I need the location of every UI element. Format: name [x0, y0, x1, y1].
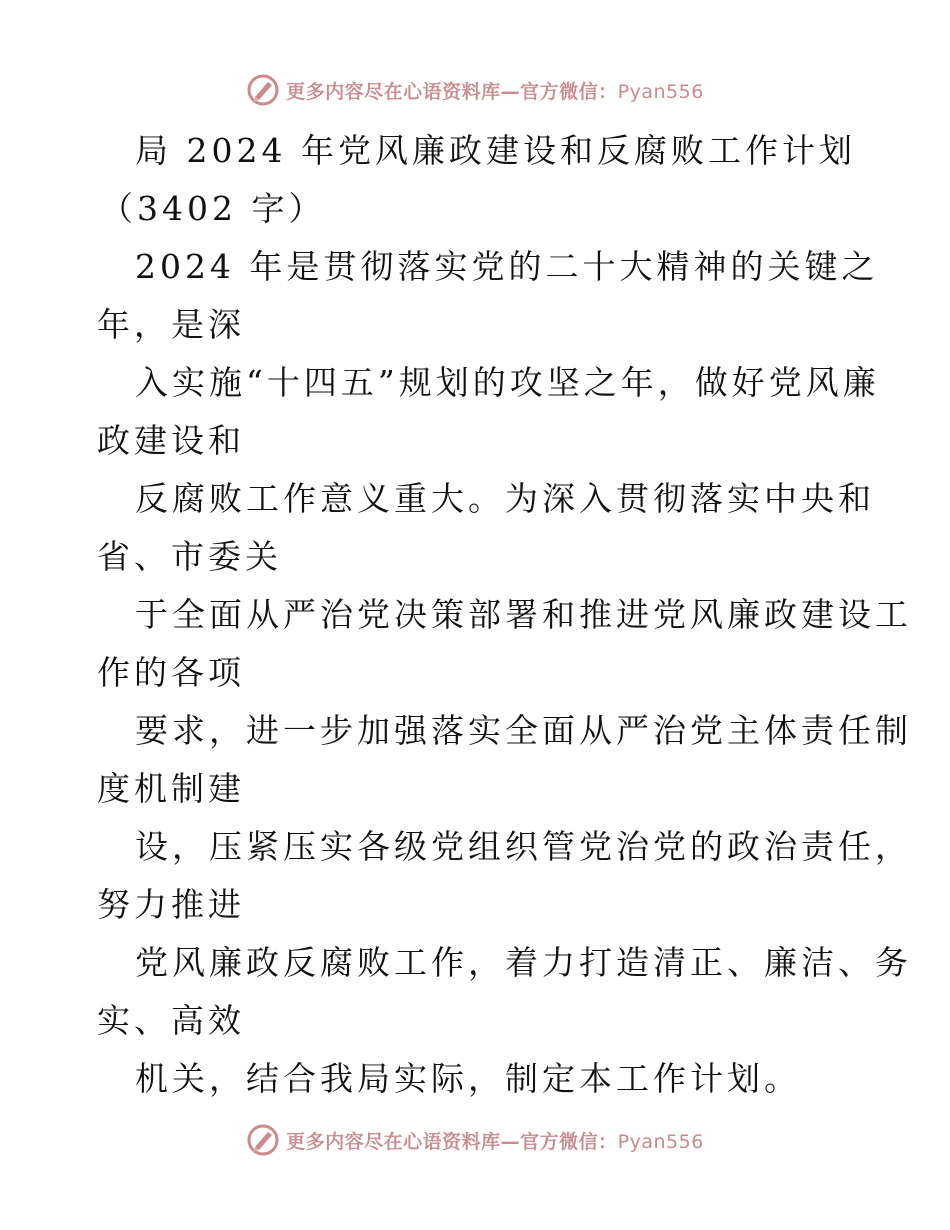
paragraph-line: 作的各项 — [97, 653, 245, 692]
document-title: 局 2024 年党风廉政建设和反腐败工作计划 — [135, 131, 856, 170]
pen-circle-logo-icon — [246, 73, 280, 107]
paragraph-line: 努力推进 — [97, 885, 245, 924]
watermark-wechat-id: Pyan556 — [617, 1130, 704, 1153]
paragraph-line: 政建设和 — [97, 421, 245, 460]
paragraph-line: 机关，结合我局实际，制定本工作计划。 — [135, 1059, 801, 1098]
paragraph-line: 度机制建 — [97, 769, 245, 808]
paragraph-line: 年，是深 — [97, 305, 245, 344]
paragraph-line: 2024 年是贯彻落实党的二十大精神的关键之 — [135, 247, 879, 286]
paragraph-line: 实、高效 — [97, 1001, 245, 1040]
watermark-text: 更多内容尽在心语资料库—官方微信：Pyan556 — [286, 80, 704, 103]
paragraph-line: 设，压紧压实各级党组织管党治党的政治责任， — [135, 827, 912, 866]
watermark-wechat-id: Pyan556 — [617, 80, 704, 103]
watermark-text: 更多内容尽在心语资料库—官方微信：Pyan556 — [286, 1130, 704, 1153]
paragraph-line: 省、市委关 — [97, 537, 282, 576]
document-word-count: （3402 字） — [100, 189, 326, 228]
paragraph-line: 反腐败工作意义重大。为深入贯彻落实中央和 — [135, 479, 875, 518]
paragraph-line: 要求，进一步加强落实全面从严治党主体责任制 — [135, 711, 912, 750]
paragraph-line: 入实施“十四五”规划的攻坚之年，做好党风廉 — [135, 363, 880, 402]
paragraph-line: 于全面从严治党决策部署和推进党风廉政建设工 — [135, 595, 912, 634]
paragraph-line: 党风廉政反腐败工作，着力打造清正、廉洁、务 — [135, 943, 912, 982]
header-watermark — [0, 70, 950, 110]
footer-watermark — [0, 1120, 950, 1160]
pen-circle-logo-icon — [246, 1123, 280, 1157]
